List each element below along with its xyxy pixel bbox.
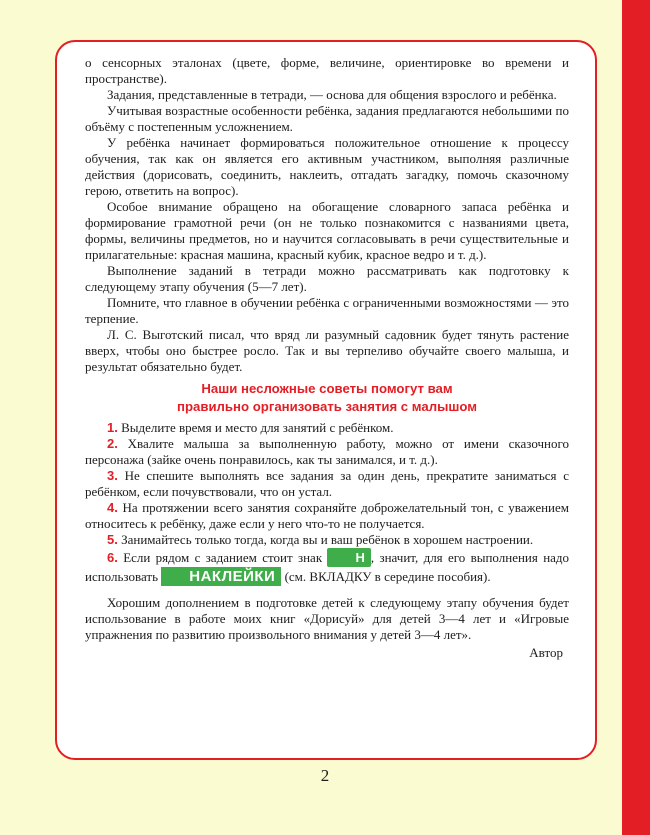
intro-paragraph: Учитывая возрастные особенности ребёнка, задания предлагаются небольшими по объёму с постепенным усложнением.: [85, 103, 569, 134]
tip-number: 2.: [107, 436, 118, 451]
author-label: Автор: [529, 645, 563, 660]
tips-heading-line-2: правильно организовать занятия с малышом: [176, 399, 477, 414]
tip-number: 6.: [107, 550, 118, 565]
intro-paragraph: о сенсорных эталонах (цвете, форме, величине, ориентировке во времени и пространстве).: [85, 55, 569, 86]
tip-item-3: [85, 468, 569, 500]
red-edge-stripe: [622, 0, 650, 835]
tip-item-1: [85, 420, 569, 436]
page-number: 2: [320, 766, 330, 785]
intro-paragraph: У ребёнка начинает формироваться положительное отношение к процессу обучения, так как он является его активным участником, выполняя различные действия (дорисовать, соединить, наклеить, отгадать загадку, помочь сказочному герою, ответить на вопрос).: [85, 135, 569, 198]
tip-text: Выделите время и место для занятий с ребёнком.: [121, 420, 394, 435]
tip-text: Хвалите малыша за выполненную работу, можно от имени сказочного персонажа (зайке очень понравилось, как ты занимался, и т. д.).: [85, 436, 569, 467]
tip-text-after-badge: , значит, для его выполнения надо использовать: [85, 550, 570, 584]
tips-heading-line-1: Наши несложные советы помогут вам: [201, 381, 453, 396]
tip-number: 4.: [107, 500, 118, 515]
tip-text: Не спешите выполнять все задания за один день, прекратите заниматься с ребёнком, если почувствовали, что он устал.: [85, 468, 570, 499]
intro-paragraph: Особое внимание обращено на обогащение словарного запаса ребёнка и формирование грамотной речи (он не только познакомится с названиями цвета, формы, величины предметов, но и научится согласовывать в речи существительные и прилагательные: красная машина, красный кубик, красное ведро и т. д.).: [85, 199, 569, 262]
stickers-label: НАКЛЕЙКИ: [161, 567, 281, 586]
intro-paragraph: Задания, представленные в тетради, — основа для общения взрослого и ребёнка.: [107, 87, 557, 102]
tip-text: На протяжении всего занятия сохраняйте доброжелательный тон, с уважением относитесь к ребёнку, даже если у него что-то не получается.: [85, 500, 569, 531]
intro-paragraph: Помните, что главное в обучении ребёнка с ограниченными возможностями — это терпение.: [85, 295, 569, 326]
intro-paragraph: Л. С. Выготский писал, что вряд ли разумный садовник будет тянуть растение вверх, чтобы оно быстрее росло. Так и вы терпеливо обучайте своего малыша, и результат обязательно будет.: [85, 327, 569, 374]
tip-item-2: [85, 436, 569, 468]
tip-number: 5.: [107, 532, 118, 547]
tip-text-before-badge: Если рядом с заданием стоит знак: [123, 550, 323, 565]
tip-item-4: [85, 500, 569, 532]
tip-text: Занимайтесь только тогда, когда вы и ваш ребёнок в хорошем настроении.: [121, 532, 534, 547]
tip-item-6: [85, 548, 569, 586]
intro-paragraph: Выполнение заданий в тетради можно рассматривать как подготовку к следующему этапу обучения (5—7 лет).: [85, 263, 569, 294]
sticker-sign-badge: Н: [327, 548, 370, 567]
tips-heading: [85, 380, 569, 416]
closing-paragraph: Хорошим дополнением в подготовке детей к следующему этапу обучения будет использование в работе моих книг «Дорисуй» для детей 3—4 лет и «Игровые упражнения по развитию произвольного внимания у детей 3—4 лет».: [85, 595, 569, 642]
tip-text-after-stickers: (см. ВКЛАДКУ в середине пособия).: [284, 569, 491, 584]
tip-number: 3.: [107, 468, 118, 483]
content-box: [55, 40, 597, 760]
tip-item-5: [85, 532, 569, 548]
tip-number: 1.: [107, 420, 118, 435]
